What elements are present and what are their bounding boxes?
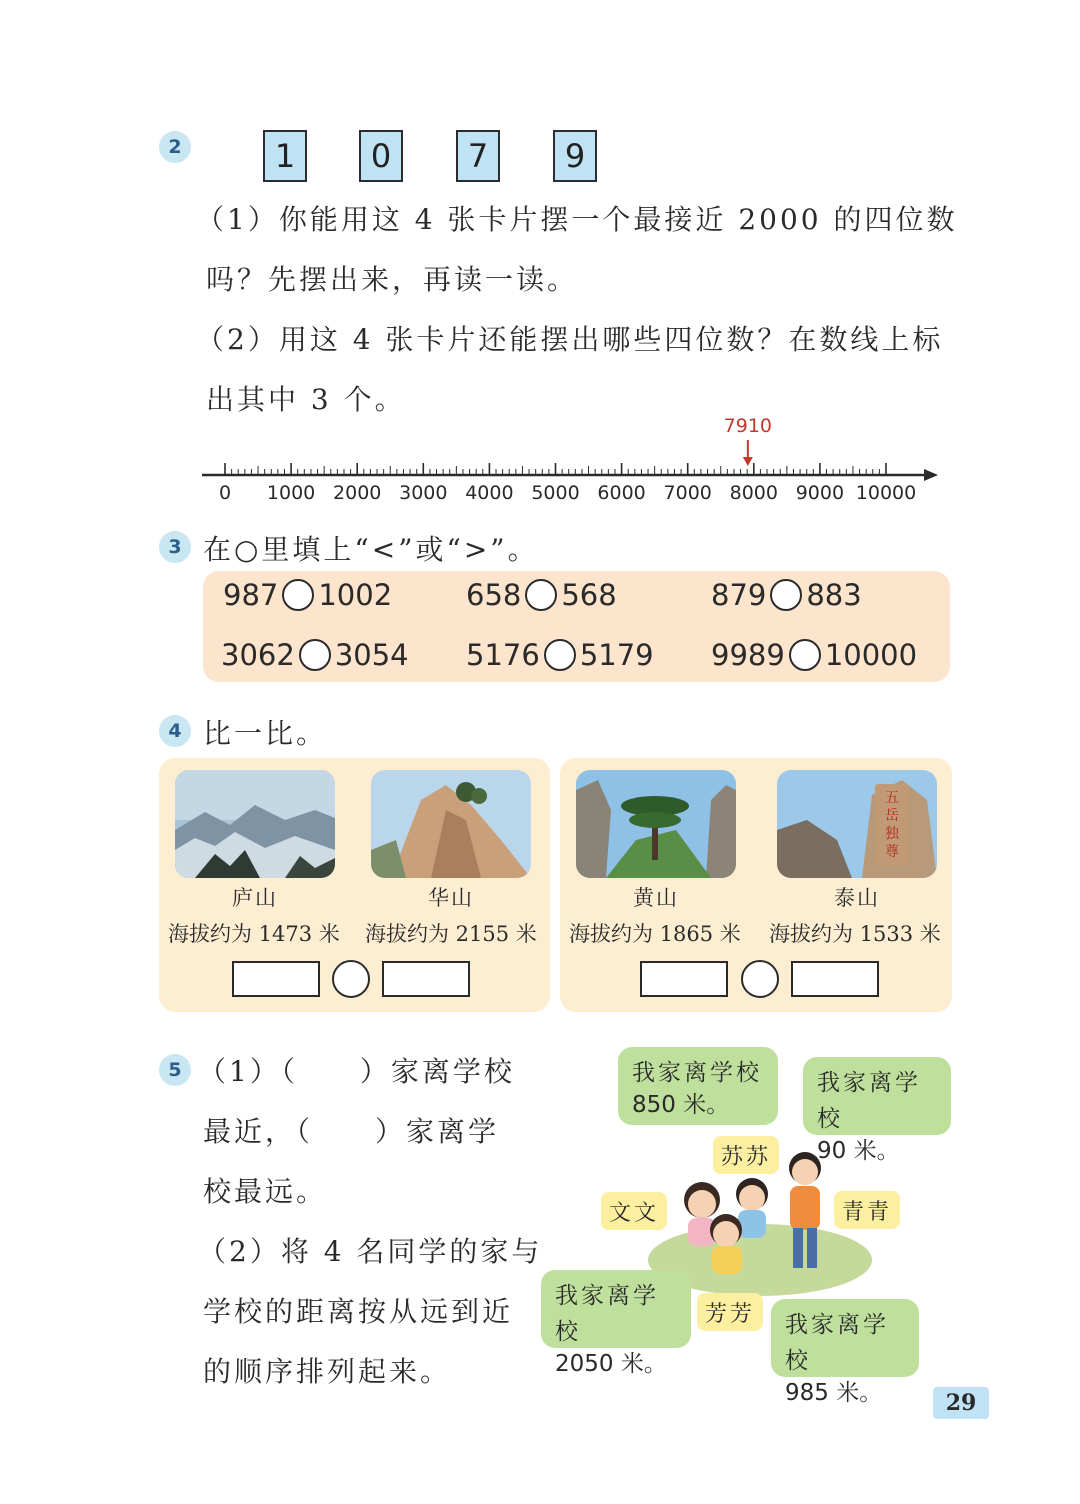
- digit-card-1: 1: [263, 130, 307, 182]
- mountain-altitude-taishan: 海拔约为 1533 米: [769, 922, 941, 946]
- question-number-3: 3: [159, 531, 191, 563]
- digit-card-4: 9: [553, 130, 597, 182]
- bubble-line2: 2050 米。: [555, 1351, 667, 1377]
- huashan-photo: [371, 770, 531, 878]
- compare-left: 9989: [711, 638, 785, 672]
- compare-left: 879: [711, 578, 767, 612]
- page-number: 29: [933, 1387, 989, 1419]
- bubble-line1: 我家离学校: [785, 1312, 889, 1374]
- number-line-label: 7000: [663, 482, 712, 504]
- answer-circle-left[interactable]: [332, 960, 370, 998]
- q5-line2: 最近，（ ）家离学: [203, 1115, 500, 1148]
- answer-box-left-2[interactable]: [382, 961, 470, 997]
- question-number-2: 2: [159, 131, 191, 163]
- q5-line5: 学校的距离按从远到近: [203, 1295, 514, 1328]
- q2-part2-line2: 出其中 3 个。: [206, 383, 406, 416]
- digit-card-3: 7: [456, 130, 500, 182]
- compare-item-1: [223, 578, 392, 612]
- q3-title: 在○里填上“<”或“>”。: [203, 533, 539, 566]
- name-tag-fangfang: 芳芳: [697, 1293, 763, 1331]
- q5-line6: 的顺序排列起来。: [203, 1355, 452, 1388]
- bubble-line2: 850 米。: [632, 1092, 730, 1118]
- svg-text:独: 独: [885, 826, 899, 842]
- compare-item-3: [711, 578, 862, 612]
- compare-left: 3062: [221, 638, 295, 672]
- compare-circle[interactable]: [299, 639, 331, 671]
- compare-circle[interactable]: [544, 639, 576, 671]
- svg-text:岳: 岳: [885, 808, 899, 824]
- svg-text:五: 五: [885, 790, 899, 806]
- compare-left: 5176: [466, 638, 540, 672]
- compare-left: 987: [223, 578, 279, 612]
- svg-text:尊: 尊: [885, 844, 899, 860]
- taishan-photo: [777, 770, 937, 878]
- number-line-label: 3000: [399, 482, 448, 504]
- compare-left: 658: [466, 578, 522, 612]
- number-line-label: 1000: [266, 482, 316, 504]
- compare-item-4: [221, 638, 409, 672]
- bubble-line1: 我家离学校: [817, 1070, 921, 1132]
- name-tag-susu: 苏苏: [713, 1136, 779, 1174]
- bubble-line1: 我家离学校: [632, 1060, 762, 1086]
- mountain-name-lushan: 庐山: [232, 886, 278, 910]
- speech-bubble-fangfang: [771, 1299, 919, 1406]
- number-line-label: 5000: [531, 482, 580, 504]
- compare-circle[interactable]: [789, 639, 821, 671]
- speech-bubble-qingqing: [803, 1057, 951, 1164]
- question-number-5: 5: [159, 1054, 191, 1086]
- q5-line1: （1）（ ）家离学校: [198, 1055, 515, 1088]
- compare-right: 883: [806, 578, 862, 612]
- answer-box-right-2[interactable]: [791, 961, 879, 997]
- mountain-altitude-huangshan: 海拔约为 1865 米: [569, 922, 741, 946]
- digit-card-2: 0: [359, 130, 403, 182]
- compare-item-2: [466, 578, 617, 612]
- q5-line3: 校最远。: [203, 1175, 328, 1208]
- compare-right: 10000: [824, 638, 918, 672]
- number-line-marker: [724, 415, 772, 466]
- compare-circle[interactable]: [770, 579, 802, 611]
- q2-part1-line1: （1）你能用这 4 张卡片摆一个最接近 2000 的四位数: [196, 203, 958, 236]
- number-line-label: 10000: [855, 482, 917, 504]
- name-tag-wenwen: 文文: [601, 1192, 667, 1230]
- compare-item-5: [466, 638, 654, 672]
- compare-circle[interactable]: [282, 579, 314, 611]
- number-line-label: 4000: [465, 482, 514, 504]
- q4-title: 比一比。: [203, 717, 328, 750]
- huangshan-photo: [576, 770, 736, 878]
- answer-box-right-1[interactable]: [640, 961, 728, 997]
- speech-bubble-susu: [618, 1047, 778, 1125]
- compare-right: 1002: [318, 578, 393, 612]
- marker-label-7910: 7910: [723, 415, 773, 437]
- number-line-label: 0: [218, 482, 232, 504]
- lushan-photo: [175, 770, 335, 878]
- speech-bubble-wenwen: [541, 1270, 691, 1377]
- q2-part2-line1: （2）用这 4 张卡片还能摆出哪些四位数？在数线上标: [196, 323, 944, 356]
- compare-circle[interactable]: [525, 579, 557, 611]
- question-number-4: 4: [159, 715, 191, 747]
- compare-right: 3054: [334, 638, 409, 672]
- bubble-line1: 我家离学校: [555, 1283, 659, 1345]
- name-tag-qingqing: 青青: [834, 1191, 900, 1229]
- number-line: [190, 410, 950, 510]
- compare-right: 568: [561, 578, 617, 612]
- mountain-name-huashan: 华山: [428, 886, 474, 910]
- marker-arrow-head: [743, 457, 753, 466]
- number-line-label: 6000: [597, 482, 646, 504]
- bubble-line2: 90 米。: [817, 1138, 900, 1164]
- mountain-altitude-huashan: 海拔约为 2155 米: [365, 922, 537, 946]
- answer-box-left-1[interactable]: [232, 961, 320, 997]
- compare-item-6: [711, 638, 917, 672]
- number-line-label: 2000: [333, 482, 382, 504]
- compare-right: 5179: [579, 638, 654, 672]
- number-line-label: 8000: [729, 482, 778, 504]
- answer-circle-right[interactable]: [741, 960, 779, 998]
- mountain-name-huangshan: 黄山: [633, 886, 679, 910]
- mountain-altitude-lushan: 海拔约为 1473 米: [168, 922, 340, 946]
- mountain-name-taishan: 泰山: [834, 886, 880, 910]
- q5-line4: （2）将 4 名同学的家与: [198, 1235, 543, 1268]
- number-line-label: 9000: [795, 482, 845, 504]
- bubble-line2: 985 米。: [785, 1380, 883, 1406]
- q2-part1-line2: 吗？先摆出来，再读一读。: [206, 263, 579, 296]
